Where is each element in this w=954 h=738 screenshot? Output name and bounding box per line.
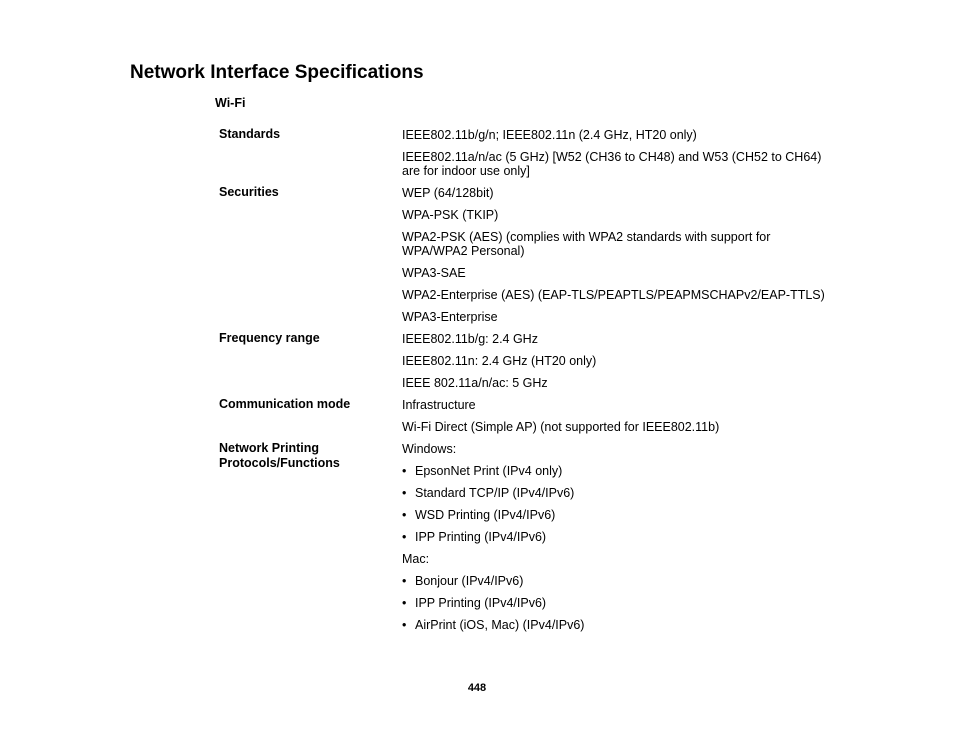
spec-value-text: Infrastructure xyxy=(402,398,476,412)
spec-value xyxy=(402,331,829,346)
page-number: 448 xyxy=(467,682,487,694)
spec-values xyxy=(402,397,829,441)
spec-label: Standards xyxy=(219,127,281,141)
spec-values xyxy=(402,331,829,397)
bullet-list-item xyxy=(402,507,829,522)
spec-value xyxy=(402,419,829,434)
spec-value-text: IPP Printing (IPv4/IPv6) xyxy=(415,596,547,610)
spec-label: Network Printing Protocols/Functions xyxy=(219,441,340,470)
bullet-icon: • xyxy=(402,464,407,478)
spec-value xyxy=(402,353,829,368)
spec-value-text: WPA-PSK (TKIP) xyxy=(402,208,499,222)
bullet-icon: • xyxy=(402,574,407,588)
spec-value-text: AirPrint (iOS, Mac) (IPv4/IPv6) xyxy=(415,618,585,632)
bullet-icon: • xyxy=(402,596,407,610)
spec-value xyxy=(402,229,829,258)
spec-value-text: WSD Printing (IPv4/IPv6) xyxy=(415,508,556,522)
spec-value xyxy=(402,185,829,200)
bullet-icon: • xyxy=(402,530,407,544)
spec-value-text: Windows: xyxy=(402,442,457,456)
spec-row xyxy=(219,185,829,331)
spec-label: Securities xyxy=(219,185,279,199)
spec-values xyxy=(402,127,829,185)
spec-value-text: Mac: xyxy=(402,552,430,566)
spec-value-text: WPA2-Enterprise (AES) (EAP-TLS/PEAPTLS/PEAPMSCHAPv2/EAP-TTLS) xyxy=(402,288,825,302)
spec-value-text: WEP (64/128bit) xyxy=(402,186,494,200)
spec-value-text: Bonjour (IPv4/IPv6) xyxy=(415,574,524,588)
spec-value xyxy=(402,441,829,456)
spec-value xyxy=(402,207,829,222)
bullet-icon: • xyxy=(402,486,407,500)
spec-value-text: EpsonNet Print (IPv4 only) xyxy=(415,464,563,478)
spec-value-text: IPP Printing (IPv4/IPv6) xyxy=(415,530,547,544)
bullet-list-item xyxy=(402,617,829,632)
page-title: Network Interface Specifications xyxy=(130,62,424,83)
spec-value xyxy=(402,265,829,280)
spec-value xyxy=(402,127,829,142)
spec-value-text: WPA3-Enterprise xyxy=(402,310,498,324)
bullet-list-item xyxy=(402,573,829,588)
spec-row xyxy=(219,397,829,441)
spec-values xyxy=(402,185,829,331)
spec-value xyxy=(402,287,829,302)
spec-value-text: Wi-Fi Direct (Simple AP) (not supported for IEEE802.11b) xyxy=(402,420,720,434)
spec-value xyxy=(402,309,829,324)
bullet-list-item xyxy=(402,595,829,610)
spec-value xyxy=(402,397,829,412)
spec-values xyxy=(402,441,829,639)
spec-row xyxy=(219,331,829,397)
spec-value-text: IEEE802.11b/g: 2.4 GHz xyxy=(402,332,538,346)
bullet-list-item xyxy=(402,485,829,500)
spec-value xyxy=(402,551,829,566)
bullet-icon: • xyxy=(402,618,407,632)
spec-value-text: IEEE802.11a/n/ac (5 GHz) [W52 (CH36 to CH48) and W53 (CH52 to CH64) are for indoor use only] xyxy=(402,150,822,178)
section-heading: Wi-Fi xyxy=(215,96,246,110)
spec-row xyxy=(219,127,829,185)
bullet-list-item xyxy=(402,463,829,478)
spec-value xyxy=(402,149,829,178)
spec-value-text: IEEE802.11n: 2.4 GHz (HT20 only) xyxy=(402,354,597,368)
spec-label: Communication mode xyxy=(219,397,351,411)
spec-table xyxy=(219,127,829,639)
bullet-icon: • xyxy=(402,508,407,522)
spec-value-text: WPA2-PSK (AES) (complies with WPA2 standards with support for WPA/WPA2 Personal) xyxy=(402,230,771,258)
spec-label: Frequency range xyxy=(219,331,320,345)
spec-value-text: WPA3-SAE xyxy=(402,266,466,280)
spec-value-text: Standard TCP/IP (IPv4/IPv6) xyxy=(415,486,575,500)
spec-value-text: IEEE802.11b/g/n; IEEE802.11n (2.4 GHz, HT20 only) xyxy=(402,128,697,142)
spec-value-text: IEEE 802.11a/n/ac: 5 GHz xyxy=(402,376,548,390)
spec-row xyxy=(219,441,829,639)
spec-value xyxy=(402,375,829,390)
bullet-list-item xyxy=(402,529,829,544)
